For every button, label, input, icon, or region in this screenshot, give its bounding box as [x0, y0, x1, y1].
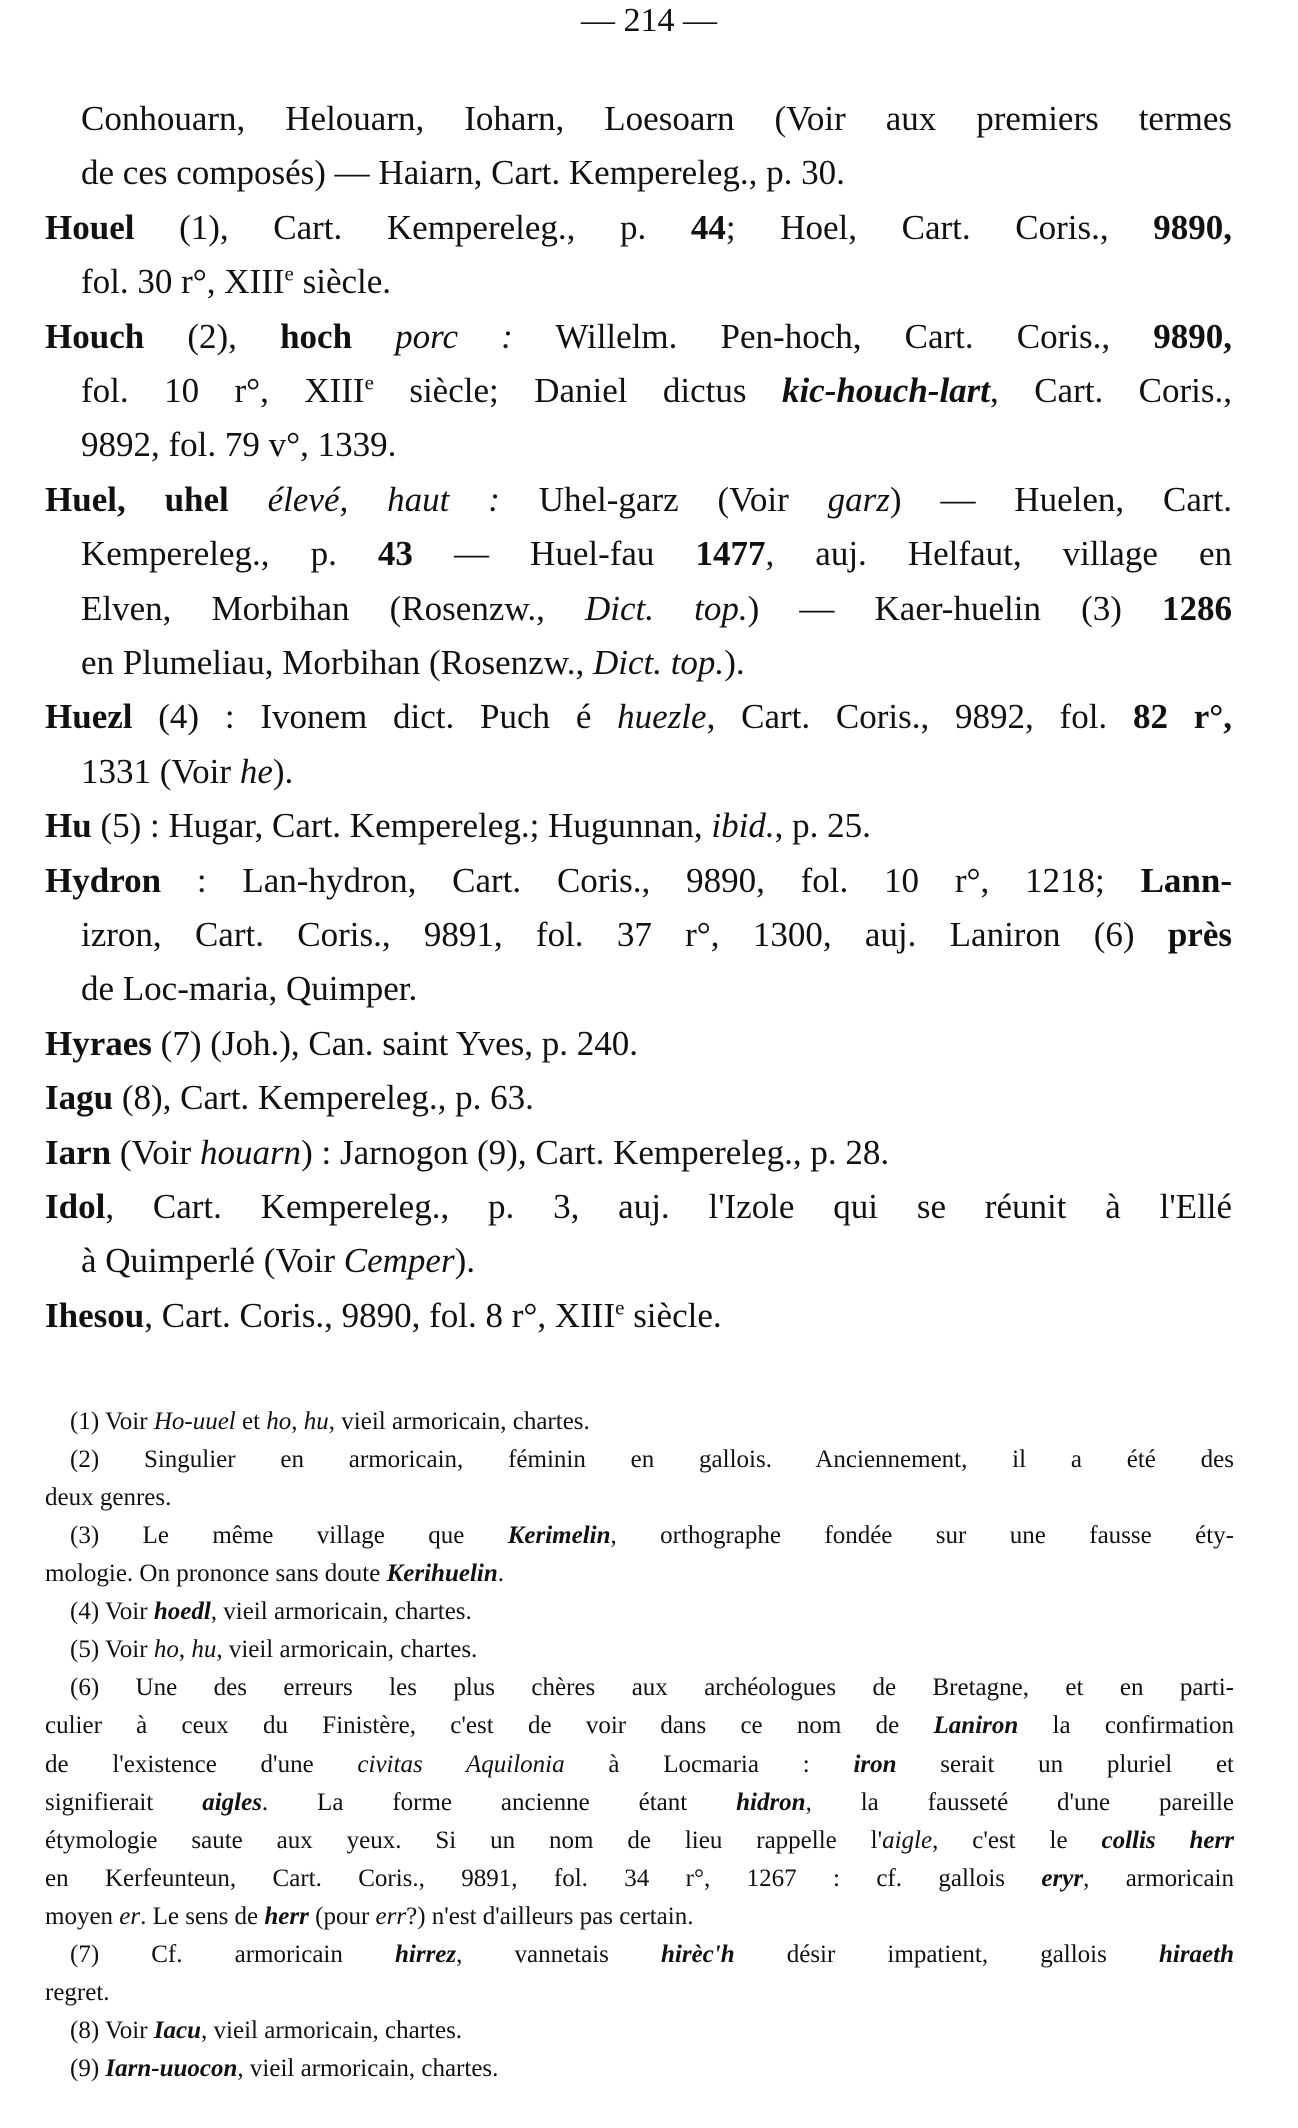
text-segment: (1), Cart. Kempereleg., p. — [134, 207, 691, 247]
text-segment: ho — [153, 1636, 179, 1664]
text-segment: Dict. top. — [585, 588, 748, 628]
text-segment: , orthographe fondée sur une fausse éty- — [610, 1522, 1234, 1550]
entry-line — [81, 255, 391, 309]
entry-line — [81, 745, 293, 799]
headword-text: Iarn-uuocon — [105, 2055, 238, 2083]
text-segment: siècle. — [293, 262, 392, 302]
entry-line — [81, 908, 1232, 962]
footnote-line — [70, 1403, 590, 1441]
headword-text: collis herr — [1101, 1826, 1234, 1854]
text-segment: signifierait — [45, 1788, 203, 1816]
headword-text: Huezl — [45, 697, 133, 737]
entry-line — [81, 582, 1232, 636]
text-segment: , vieil armoricain, chartes. — [216, 1636, 478, 1664]
text-segment: e — [364, 370, 374, 395]
text-segment: Uhel-garz (Voir — [499, 479, 828, 519]
text-segment: la confirmation — [1018, 1712, 1234, 1740]
text-segment: e — [615, 1295, 625, 1320]
entry-line — [81, 146, 845, 200]
text-segment: fol. 30 r°, XIII — [81, 262, 285, 302]
text-segment: de ces composés) — Haiarn, Cart. Kempereleg., p. 30. — [81, 153, 845, 193]
text-segment: désir impatient, gallois — [734, 1940, 1159, 1968]
headword-text: Iarn — [45, 1132, 112, 1172]
footnote-line — [70, 2012, 462, 2050]
text-segment: , Cart. Coris., 9890, fol. 8 r°, XIII — [144, 1295, 616, 1335]
headword-text: hirrez — [394, 1940, 457, 1968]
text-segment: (2) Singulier en armoricain, féminin en gallois. Anciennement, il a été des — [70, 1446, 1234, 1474]
text-segment: Conhouarn, Helouarn, Ioharn, Loesoarn (Voir aux premiers termes — [81, 99, 1232, 138]
text-segment: (5) : Hugar, Cart. Kempereleg.; Hugunnan, — [91, 806, 712, 846]
text-segment: étymologie saute aux yeux. Si un nom de lieu rappelle l' — [45, 1826, 883, 1854]
footnote-line — [45, 1860, 1234, 1898]
headword-text: 44 — [690, 207, 726, 247]
headword-text: hoedl — [153, 1598, 211, 1626]
headword-text: Houel — [45, 207, 135, 247]
footnote-line — [70, 1517, 1234, 1555]
text-segment: hu — [303, 1408, 329, 1435]
text-segment: , Cart. Coris., 9892, fol. — [706, 697, 1133, 737]
headword-text: 43 — [377, 534, 413, 574]
entry-line — [45, 1071, 534, 1125]
entry-line — [45, 1017, 638, 1071]
text-segment: , vieil armoricain, chartes. — [237, 2055, 499, 2083]
text-segment: Elven, Morbihan (Rosenzw., — [81, 588, 585, 628]
headword-text: hoch — [280, 316, 353, 356]
headword-text: hiraeth — [1158, 1940, 1234, 1968]
footnote-line — [70, 1936, 1234, 1974]
text-segment: , Cart. Kempereleg., p. 3, auj. l'Izole qui se réunit à l'Ellé — [105, 1187, 1232, 1226]
text-segment: . — [497, 1560, 505, 1588]
text-segment: (2), — [144, 316, 281, 356]
footnote-line — [45, 1707, 1234, 1745]
text-segment: Cemper — [343, 1241, 455, 1281]
text-segment: he — [239, 751, 273, 791]
text-segment: (7) (Joh.), Can. saint Yves, p. 240. — [151, 1023, 639, 1063]
text-segment: (Voir — [111, 1132, 200, 1172]
headword-text: kic-houch-lart — [781, 371, 991, 410]
text-segment: ). — [724, 643, 745, 682]
text-segment: (3) Le même village que — [70, 1522, 508, 1550]
entry-line — [45, 799, 871, 853]
entry-line — [45, 1289, 722, 1343]
headword-text: Iagu — [45, 1078, 114, 1118]
headword-text: 1286 — [1162, 588, 1233, 628]
text-segment: serait un pluriel et — [896, 1750, 1234, 1778]
text-segment: , vannetais — [456, 1940, 661, 1968]
text-segment: (7) Cf. armoricain — [70, 1940, 395, 1968]
headword-text: Iacu — [153, 2016, 202, 2044]
headword-text: Houch — [45, 316, 145, 356]
text-segment: ). — [272, 751, 294, 791]
entry-line — [45, 473, 1232, 527]
headword-text: iron — [853, 1750, 897, 1778]
entry-line — [81, 92, 1232, 146]
text-segment: ) — Kaer-huelin (3) — [747, 588, 1163, 628]
text-segment: de l'existence d'une — [45, 1750, 358, 1778]
headword-text: 1477 — [695, 534, 766, 574]
headword-text: 9890, — [1153, 207, 1232, 247]
entry-line — [45, 310, 1232, 364]
footnote-line — [70, 1441, 1234, 1479]
text-segment: en Kerfeunteun, Cart. Coris., 9891, fol. 34 r°, 1267 : cf. gallois — [45, 1864, 1042, 1892]
entry-line — [45, 1180, 1232, 1234]
entry-line — [81, 364, 1232, 418]
footnote-line — [70, 2050, 498, 2088]
entry-line — [81, 962, 417, 1016]
text-segment: mologie. On prononce sans doute — [45, 1560, 387, 1588]
headword-text: Hydron — [45, 860, 162, 900]
entry-line — [81, 418, 396, 472]
footnote-line — [45, 1746, 1234, 1784]
text-segment: err — [375, 1902, 407, 1930]
entry-line — [45, 201, 1232, 255]
text-segment: , p. 25. — [774, 806, 871, 846]
text-segment: (8) Voir — [70, 2016, 154, 2044]
text-segment: ibid. — [711, 806, 775, 846]
text-segment: 9892, fol. 79 v°, 1339. — [81, 425, 397, 465]
text-segment: deux genres. — [45, 1484, 172, 1512]
footnote-line — [45, 1784, 1234, 1822]
text-segment: (9) — [70, 2055, 106, 2083]
text-segment: garz — [827, 479, 890, 519]
text-segment: ). — [454, 1241, 475, 1281]
text-segment: aigle — [882, 1826, 933, 1854]
headword-text: Ihesou — [45, 1295, 145, 1335]
text-segment: Ho-uuel — [153, 1408, 236, 1435]
text-segment: , — [291, 1408, 304, 1435]
text-segment: hu — [191, 1636, 217, 1664]
text-segment: en Plumeliau, Morbihan (Rosenzw., — [81, 643, 593, 682]
text-segment: ?) n'est d'ailleurs pas certain. — [406, 1902, 694, 1930]
text-segment: , vieil armoricain, chartes. — [210, 1598, 472, 1626]
footnote-line — [70, 1631, 477, 1669]
text-segment: (4) : Ivonem dict. Puch é — [132, 697, 618, 737]
text-segment: (1) Voir — [70, 1408, 154, 1435]
text-segment: porc : — [352, 316, 513, 356]
text-segment: (8), Cart. Kempereleg., p. 63. — [113, 1078, 534, 1118]
entry-line — [45, 854, 1232, 908]
text-segment: (pour — [308, 1902, 376, 1930]
entry-line — [81, 527, 1232, 581]
text-segment: Kempereleg., p. — [81, 534, 378, 574]
footnote-line — [70, 1669, 1234, 1707]
text-segment: culier à ceux du Finistère, c'est de voir dans ce nom de — [45, 1712, 934, 1740]
headword-text: hirèc'h — [661, 1940, 735, 1968]
footnote-line — [45, 1555, 504, 1593]
text-segment: , vieil armoricain, chartes. — [328, 1408, 590, 1435]
headword-text: Kerimelin — [507, 1522, 611, 1550]
text-segment: . La forme ancienne étant — [261, 1788, 737, 1816]
headword-text: Hyraes — [45, 1023, 152, 1063]
headword-text: aigles — [202, 1788, 262, 1816]
text-segment: siècle; Daniel dictus — [373, 371, 782, 410]
headword-text: 9890, — [1153, 316, 1233, 356]
text-segment: , Cart. Coris., — [990, 371, 1232, 410]
text-segment: : Lan-hydron, Cart. Coris., 9890, fol. 10 r°, 1218; — [161, 860, 1141, 900]
footnote-line — [45, 1822, 1234, 1860]
entry-line — [81, 1234, 475, 1288]
text-segment: moyen — [45, 1902, 120, 1930]
footnote-line — [70, 1593, 472, 1631]
footnote-line — [45, 1974, 110, 2012]
text-segment: regret. — [45, 1978, 110, 2006]
text-segment: (5) Voir — [70, 1636, 154, 1664]
text-segment: (4) Voir — [70, 1598, 154, 1626]
text-segment: et — [235, 1408, 267, 1435]
text-segment: à Locmaria : — [564, 1750, 854, 1778]
text-segment: houarn — [199, 1132, 302, 1172]
text-segment: e — [284, 261, 294, 286]
text-segment: élevé, haut : — [228, 479, 500, 519]
text-segment: huezle — [617, 697, 707, 737]
entry-line — [45, 1126, 889, 1180]
page-number: — 214 — — [581, 2, 717, 39]
text-segment: ho — [266, 1408, 292, 1435]
text-segment: à Quimperlé (Voir — [81, 1241, 344, 1281]
text-segment: , vieil armoricain, chartes. — [201, 2016, 463, 2044]
entry-line — [81, 636, 745, 690]
headword-text: Kerihuelin — [386, 1560, 498, 1588]
footnote-line — [45, 1479, 171, 1517]
text-segment: siècle. — [624, 1295, 722, 1335]
text-segment: , c'est le — [932, 1826, 1102, 1854]
text-segment: , armoricain — [1083, 1864, 1234, 1892]
text-segment: civitas Aquilonia — [357, 1750, 565, 1778]
text-segment: de Loc-maria, Quimper. — [81, 969, 418, 1009]
text-segment: 1331 (Voir — [81, 751, 240, 791]
headword-text: eryr — [1041, 1864, 1084, 1892]
text-segment: izron, Cart. Coris., 9891, fol. 37 r°, 1300, auj. Laniron (6) — [81, 915, 1168, 954]
headword-text: Idol — [45, 1187, 106, 1226]
text-segment: (6) Une des erreurs les plus chères aux archéologues de Bretagne, et en parti- — [70, 1674, 1234, 1702]
headword-text: 82 r°, — [1132, 697, 1233, 737]
headword-text: hidron — [736, 1788, 806, 1816]
text-segment: . Le sens de — [140, 1902, 265, 1930]
text-segment: ; Hoel, Cart. Coris., — [725, 207, 1154, 247]
text-segment: , auj. Helfaut, village en — [765, 534, 1232, 574]
headword-text: Hu — [45, 806, 92, 846]
text-segment: Willelm. Pen-hoch, Cart. Coris., — [512, 316, 1154, 356]
headword-text: Laniron — [933, 1712, 1019, 1740]
footnote-line — [45, 1898, 693, 1936]
text-segment: , la fausseté d'une pareille — [805, 1788, 1234, 1816]
headword-text: près — [1167, 915, 1232, 954]
entry-line — [45, 690, 1232, 744]
text-segment: , — [178, 1636, 192, 1664]
headword-text: herr — [264, 1902, 309, 1930]
text-segment: — Huel-fau — [412, 534, 696, 574]
text-segment: ) : Jarnogon (9), Cart. Kempereleg., p. 28. — [301, 1132, 890, 1172]
headword-text: Huel, uhel — [45, 479, 229, 519]
text-segment: ) — Huelen, Cart. — [889, 479, 1233, 519]
headword-text: Lann- — [1140, 860, 1232, 900]
text-segment: Dict. top. — [592, 643, 725, 682]
text-segment: fol. 10 r°, XIII — [81, 371, 365, 410]
text-segment: er — [119, 1902, 141, 1930]
